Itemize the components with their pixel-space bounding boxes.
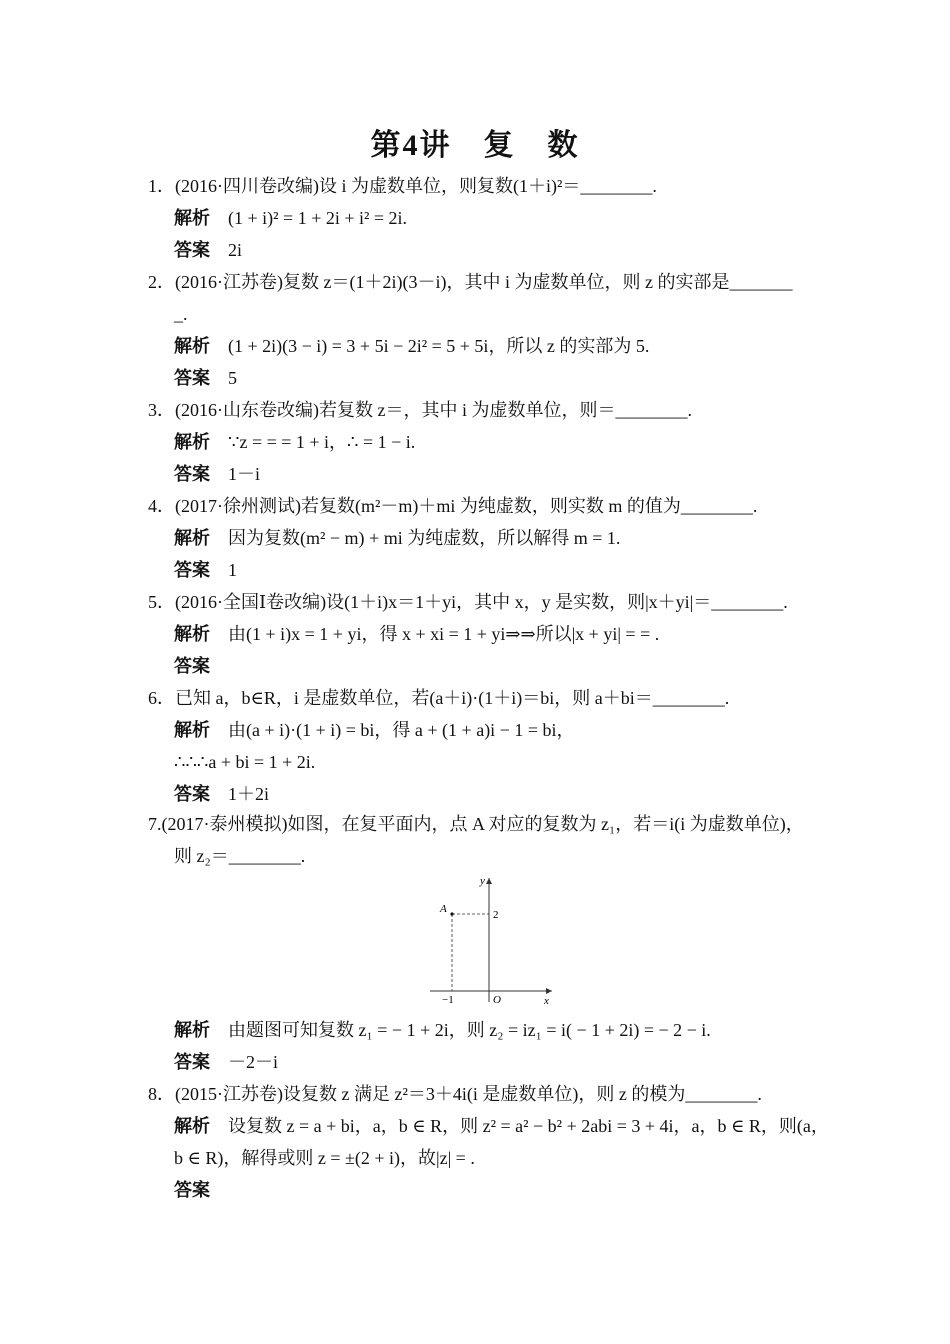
line-label: 答案: [174, 1180, 210, 1200]
solution-line: [174, 238, 242, 262]
solution-line: [174, 1178, 228, 1202]
line-label: 解析: [174, 1116, 210, 1136]
line-label: 答案: [174, 656, 210, 676]
line-label: 解析: [174, 624, 210, 644]
line-text: (1 + 2i)(3 − i) = 3 + 5i − 2i² = 5 + 5i，所以 z 的实部为 5.: [228, 336, 650, 356]
line-label: 答案: [174, 560, 210, 580]
solution-line: [174, 366, 237, 390]
solution-line: [174, 750, 315, 774]
line-label: 解析: [174, 208, 210, 228]
line-text: ∵z = = = 1 + i，∴ = 1 − i.: [228, 432, 416, 452]
solution-line: [174, 1146, 475, 1170]
line-text: 2．(2016·江苏卷)复数 z＝(1＋2i)(3－i)，其中 i 为虚数单位，则 z 的实部是_______: [148, 272, 793, 292]
line-text: 1: [228, 560, 237, 580]
question-line: [148, 1082, 762, 1106]
solution-line: [174, 430, 415, 454]
y-axis-arrow: [486, 878, 492, 884]
question-line: [148, 686, 729, 710]
line-text: 5: [228, 368, 237, 388]
question-line: [148, 398, 692, 422]
solution-line: [174, 1114, 829, 1138]
solution-line: [174, 206, 407, 230]
line-text: 由(a + i)·(1 + i) = bi，得 a + (1 + a)i − 1 = bi，: [228, 720, 575, 740]
question-line: [148, 494, 757, 518]
line-text: 2i: [228, 240, 243, 260]
line-text: _.: [174, 304, 188, 324]
line-text: 4．(2017·徐州测试)若复数(m²－m)＋mi 为纯虚数，则实数 m 的值为________.: [148, 496, 758, 516]
x-tick-label: −1: [442, 994, 454, 1006]
x-axis-arrow: [546, 988, 552, 994]
y-tick-label: 2: [493, 909, 499, 921]
line-text: 8．(2015·江苏卷)设复数 z 满足 z²＝3＋4i(i 是虚数单位)，则 z 的模为________.: [148, 1084, 762, 1104]
line-label: 答案: [174, 784, 210, 804]
line-text: (1 + i)² = 1 + 2i + i² = 2i.: [228, 208, 408, 228]
line-text: 7.(2017·泰州模拟)如图，在复平面内，点 A 对应的复数为 z₁，若＝i(i 为虚数单位)，: [148, 814, 804, 834]
origin-label: O: [493, 994, 501, 1006]
question-line: [148, 590, 788, 614]
y-axis-label: y: [480, 875, 485, 887]
line-text: －2－i: [228, 1052, 279, 1072]
question-line: [148, 812, 804, 836]
solution-line: [174, 844, 305, 868]
line-label: 解析: [174, 1020, 210, 1040]
line-text: ∴∴∴a + bi = 1 + 2i.: [174, 752, 316, 772]
line-text: 设复数 z = a + bi，a，b ∈ R，则 z² = a² − b² + 2abi = 3 + 4i，a，b ∈ R，则(a，: [228, 1116, 829, 1136]
solution-line: [174, 1050, 278, 1074]
line-text: 则 z₂＝________.: [174, 846, 306, 866]
solution-line: [174, 462, 260, 486]
line-text: 由(1 + i)x = 1 + yi，得 x + xi = 1 + yi⇒⇒所以|x + yi| = = .: [228, 624, 660, 644]
solution-line: [174, 1018, 711, 1042]
point-a: [450, 912, 453, 915]
line-text: 1－i: [228, 464, 261, 484]
line-label: 解析: [174, 336, 210, 356]
line-label: 答案: [174, 464, 210, 484]
line-text: 1．(2016·四川卷改编)设 i 为虚数单位，则复数(1＋i)²＝________.: [148, 176, 657, 196]
solution-line: [174, 558, 237, 582]
complex-plane-figure: [420, 872, 560, 1007]
line-text: 5．(2016·全国Ⅰ卷改编)设(1＋i)x＝1＋yi，其中 x，y 是实数，则|x＋yi|＝________.: [148, 592, 788, 612]
line-text: 由题图可知复数 z₁ = − 1 + 2i，则 z₂ = iz₁ = i( − 1 + 2i) = − 2 − i.: [228, 1020, 711, 1040]
solution-line: [174, 334, 649, 358]
line-text: 6．已知 a，b∈R，i 是虚数单位，若(a＋i)·(1＋i)＝bi，则 a＋bi＝________.: [148, 688, 730, 708]
solution-line: [174, 622, 659, 646]
line-label: 答案: [174, 240, 210, 260]
question-line: [148, 174, 657, 198]
solution-line: [174, 302, 188, 326]
line-text: 因为复数(m² − m) + mi 为纯虚数，所以解得 m = 1.: [228, 528, 621, 548]
solution-line: [174, 782, 269, 806]
line-text: 3．(2016·山东卷改编)若复数 z＝，其中 i 为虚数单位，则＝________.: [148, 400, 692, 420]
solution-line: [174, 654, 228, 678]
line-label: 解析: [174, 528, 210, 548]
line-label: 解析: [174, 720, 210, 740]
x-axis-label: x: [544, 995, 549, 1007]
page-title: 第4讲 复 数: [370, 129, 580, 162]
question-line: [148, 270, 792, 294]
line-text: b ∈ R)，解得或则 z = ±(2 + i)，故|z| = .: [174, 1148, 475, 1168]
point-a-label: A: [440, 903, 447, 915]
solution-line: [174, 526, 620, 550]
line-label: 解析: [174, 432, 210, 452]
line-text: 1＋2i: [228, 784, 270, 804]
solution-line: [174, 718, 575, 742]
line-label: 答案: [174, 368, 210, 388]
line-label: 答案: [174, 1052, 210, 1072]
